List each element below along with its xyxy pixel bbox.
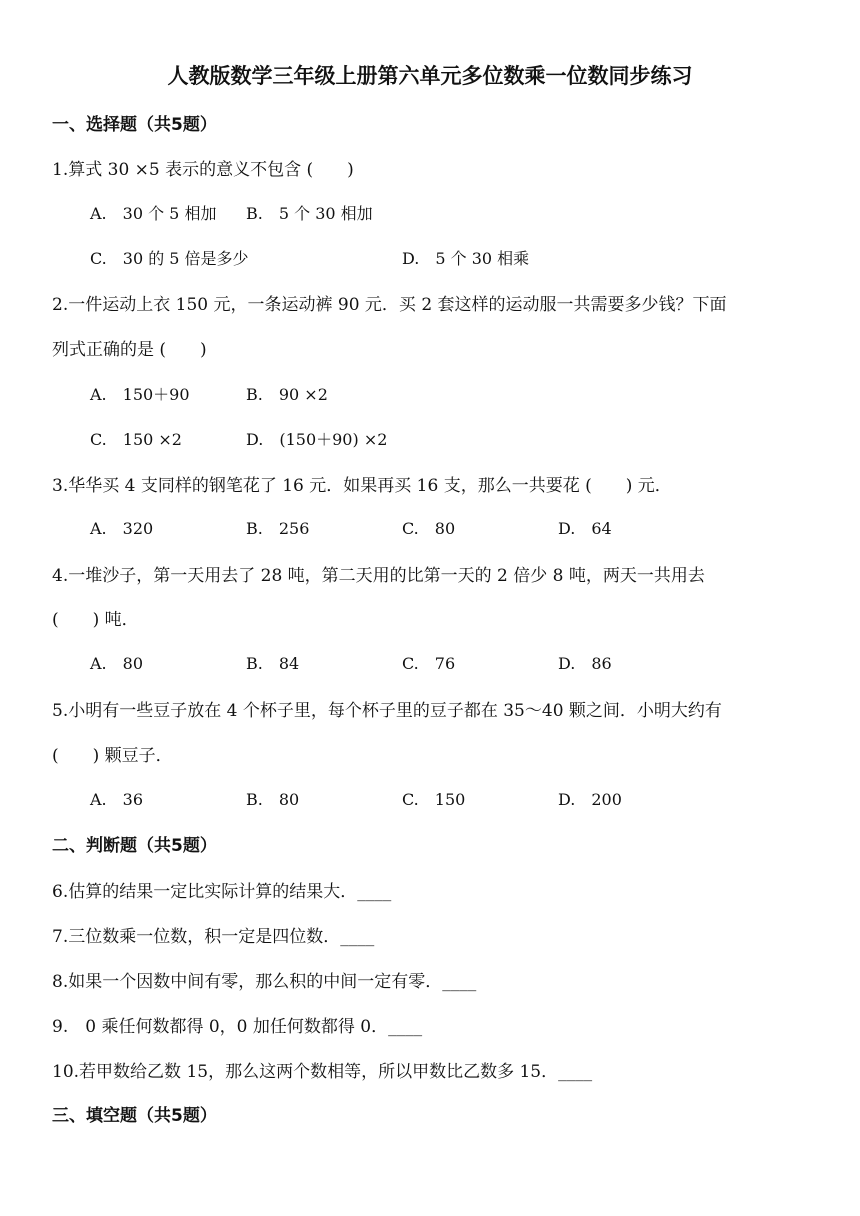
question-1-option-a[interactable]: A. 30 个 5 相加 [90, 204, 217, 223]
question-1: 1.算式 30 ×5 表示的意义不包含 ( ) [52, 160, 354, 180]
question-5-option-d[interactable]: D. 200 [558, 790, 622, 809]
question-4-option-c[interactable]: C. 76 [402, 654, 456, 673]
question-3: 3.华华买 4 支同样的钢笔花了 16 元．如果再买 16 支，那么一共要花 ( ) 元． [52, 476, 672, 496]
question-2-option-c[interactable]: C. 150 ×2 [90, 430, 182, 449]
question-4-option-b[interactable]: B. 84 [246, 654, 300, 673]
section-heading-choice: 一、选择题（共5题） [52, 115, 217, 135]
question-3-option-c[interactable]: C. 80 [402, 519, 456, 538]
question-7: 7.三位数乘一位数，积一定是四位数．____ [52, 927, 375, 947]
question-5-option-b[interactable]: B. 80 [246, 790, 300, 809]
question-4-line-1: 4.一堆沙子，第一天用去了 28 吨，第二天用的比第一天的 2 倍少 8 吨，两天一共用去 [52, 566, 705, 586]
question-5-option-a[interactable]: A. 36 [90, 790, 144, 809]
question-2-option-d[interactable]: D. (150＋90) ×2 [246, 430, 388, 449]
question-2-line-2: 列式正确的是 ( ) [52, 340, 207, 360]
section-heading-fill: 三、填空题（共5题） [52, 1106, 217, 1126]
question-6: 6.估算的结果一定比实际计算的结果大．____ [52, 882, 392, 902]
question-1-option-c[interactable]: C. 30 的 5 倍是多少 [90, 249, 249, 268]
question-2-option-b[interactable]: B. 90 ×2 [246, 385, 328, 404]
question-4-option-d[interactable]: D. 86 [558, 654, 612, 673]
question-5-line-2: ( ) 颗豆子． [52, 746, 173, 766]
question-8: 8.如果一个因数中间有零，那么积的中间一定有零．____ [52, 972, 477, 992]
section-heading-judge: 二、判断题（共5题） [52, 836, 217, 856]
question-5-line-1: 5.小明有一些豆子放在 4 个杯子里，每个杯子里的豆子都在 35～40 颗之间．小明大约有 [52, 701, 722, 721]
question-3-option-d[interactable]: D. 64 [558, 519, 612, 538]
question-3-option-a[interactable]: A. 320 [90, 519, 154, 538]
question-1-option-d[interactable]: D. 5 个 30 相乘 [402, 249, 530, 268]
question-2-line-1: 2.一件运动上衣 150 元，一条运动裤 90 元．买 2 套这样的运动服一共需要多少钱？下面 [52, 295, 727, 315]
question-4-line-2: ( ) 吨． [52, 610, 139, 630]
question-5-option-c[interactable]: C. 150 [402, 790, 466, 809]
question-1-option-b[interactable]: B. 5 个 30 相加 [246, 204, 373, 223]
page-title: 人教版数学三年级上册第六单元多位数乘一位数同步练习 [167, 64, 693, 88]
question-10: 10.若甲数给乙数 15，那么这两个数相等，所以甲数比乙数多 15．____ [52, 1062, 593, 1082]
question-9: 9. 0 乘任何数都得 0，0 加任何数都得 0．____ [52, 1017, 423, 1037]
question-3-option-b[interactable]: B. 256 [246, 519, 310, 538]
question-2-option-a[interactable]: A. 150＋90 [90, 385, 190, 404]
question-4-option-a[interactable]: A. 80 [90, 654, 144, 673]
